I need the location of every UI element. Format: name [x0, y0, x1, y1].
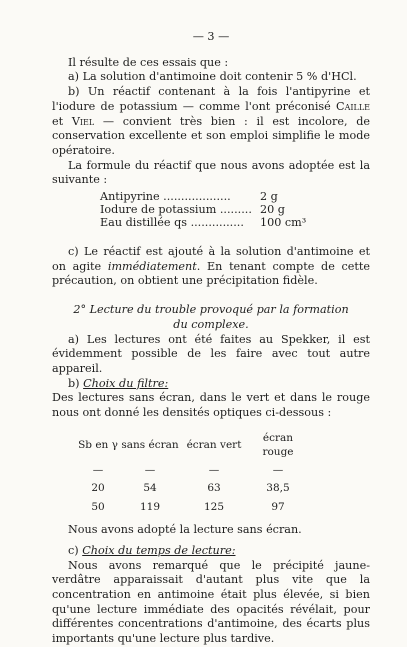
paragraph-a: a) La solution d'antimoine doit contenir 5 % d'HCl.: [68, 70, 357, 84]
table-header: Sb en γ sans écran écran vert écran rouge: [78, 431, 294, 459]
table-rule: — — — —: [92, 463, 284, 476]
subheading-temps: c) Choix du temps de lecture:: [68, 543, 236, 557]
paragraph-intro: Il résulte de ces essais que :: [68, 55, 229, 69]
paragraph-c: c) Le réactif est ajouté à la solution d'antimoine et on agite immédiatement. En tenant compte de cette précaution, on obtient une précipitation fidèle.: [52, 245, 371, 288]
paragraph-adopte: Nous avons adopté la lecture sans écran.: [68, 523, 302, 537]
reagent-row: Iodure de potassium ......... 20 g: [100, 203, 285, 217]
paragraph-remarque: Nous avons remarqué que le précipité jaune-verdâtre apparaissait d'autant plus vite que la concentration en antimoine était plus élevée, si bien qu'une lecture immédiate des opacités révélait, pour différentes concentrations d'antimoine, des écarts plus importants qu'une lecture plus tardive.: [52, 558, 370, 646]
density-table: [78, 431, 310, 517]
page: [52, 30, 370, 647]
author-name: Caille: [336, 99, 370, 113]
author-name: Viel: [71, 114, 95, 128]
table-row: 20 54 63 38,5: [91, 482, 290, 495]
paragraph-lectures: Des lectures sans écran, dans le vert et dans le rouge nous ont donné les densités optiques ci-dessous :: [52, 391, 370, 420]
paragraph-b: b) Un réactif contenant à la fois l'antipyrine et l'iodure de potassium — comme l'ont préconisé Caille et Viel — convient très bien : il est incolore, de conservation excellente et son emploi simplifie le mode opératoire.: [52, 85, 370, 157]
paragraph-spekker: a) Les lectures ont été faites au Spekker, il est évidemment possible de les faire avec tout autre appareil.: [52, 332, 370, 375]
section-heading: 2° Lecture du trouble provoqué par la formation: [73, 303, 349, 317]
reagent-row: Antipyrine ................... 2 g: [100, 190, 278, 204]
paragraph-formula: La formule du réactif que nous avons adoptée est la suivante :: [52, 158, 370, 187]
reagent-list: [100, 190, 318, 229]
table-row: 50 119 125 97: [91, 501, 285, 514]
section-heading-cont: du complexe.: [173, 317, 249, 331]
page-number: — 3 —: [192, 30, 230, 43]
reagent-row: Eau distillée qs ............... 100 cm³: [100, 216, 307, 230]
subheading-filtre: b) Choix du filtre:: [68, 376, 169, 390]
